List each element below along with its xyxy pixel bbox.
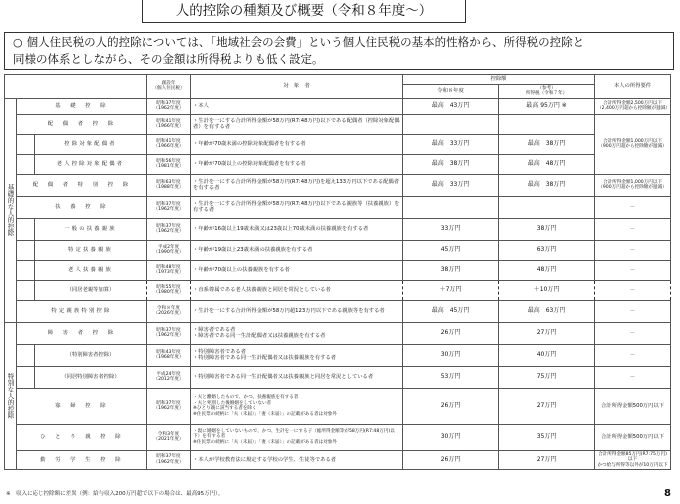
table-row: 勤 労 学 生 控 除 昭和37年度 （1962年度） ・本人が学校教育法に規定する学校の学生、生徒等である者 26万円 27万円 合計所得金額85万円(R7:75万円)以下 かつ給与所得等以外が10万円以下 [5, 450, 671, 470]
header-amount-r8: 令和８年度 [403, 84, 499, 98]
table-row: 扶 養 控 除 昭和37年度 （1962年度） ・生計を一にする合計所得金額が58万円(R7:48万円)以下である親族等（扶養親族）を有する者 － [5, 196, 671, 218]
deduction-table [4, 74, 671, 470]
table-row: 老人扶養親族 昭和48年度 （1973年度） ・年齢が70歳以上の扶養親族を有する者 38万円 48万円 － [5, 260, 671, 280]
table-row: 寡 婦 控 除 昭和37年度 （1962年度） ・夫と離婚したもので、かつ、扶養親族を有する者 ・夫と死別した後婚姻をしていない者 ※ひとり親に該当する者を除く ※住民票の続柄に「夫（未届）」「妻（未届）」の記載がある者は対象外 26万円 27万円 合計所得金額500万円以下 [5, 388, 671, 424]
table-row: 配 偶 者 特 別 控 除 昭和63年度 （1988年度） ・生計を一にする合計所得金額が58万円(R7:48万円)を超え133万円以下である配偶者を有する者 最高 33万円 最高 38万円 合計所得金額1,000万円以下 （900万円超から控除額が逓減） [5, 174, 671, 196]
table-row: 特定扶養親族 平成2年度 （1990年度） ・年齢が19歳以上23歳未満の扶養親族を有する者 45万円 63万円 － [5, 240, 671, 260]
header-amount-ref: （参考） 所得税（令和７年） [499, 84, 595, 98]
table-row: 特別な人的控除 障 害 者 控 除 昭和37年度 （1962年度） ・障害者である者 ・障害者である同一生計配偶者又は扶養親族を有する者 26万円 27万円 － [5, 322, 671, 344]
page-number: 8 [664, 488, 671, 499]
table-row: 基礎的な人的控除 基 礎 控 除 昭和37年度 （1962年度） ・本人 最高 43万円 最高 95万円 ※ 合計所得金額2,500万円以下 （2,400万円超から控除額が逓減） [5, 98, 671, 114]
category-special: 特別な人的控除 [5, 322, 17, 470]
summary-bullet: ○ [13, 36, 23, 49]
header-year: 創設年 （個人住民税） [147, 75, 191, 99]
page-title: 人的控除の種類及び概要（令和８年度～） [142, 0, 466, 23]
table-row: 控除対象配偶者 昭和41年度 （1966年度） ・年齢が70歳未満の控除対象配偶者を有する者 最高 33万円 最高 38万円 [5, 134, 671, 154]
header-target: 対 象 者 [191, 75, 403, 99]
summary-line-2: 同様の体系としながら、その金額は所得税よりも低く設定。 [13, 52, 324, 66]
footnote: ※ 収入に応じ控除額に差異（例：給与収入200万円超で以下の場合は、最高95万円）。 [6, 491, 224, 497]
header-income-req: 本人の所得要件 [595, 75, 671, 99]
table-row: ひ と り 親 控 除 令和3年度 （2021年度） ・現に婚姻をしていないもので、かつ、生計を一にする子（総所得金額等が58万円(R7:48万円)以下）を有する者 ※住民票の続柄に「夫（未届）」「妻（未届）」の記載がある者は対象外 30万円 35万円 合計所得金額500万円以下 [5, 424, 671, 450]
category-basic: 基礎的な人的控除 [5, 98, 17, 322]
summary-box [4, 32, 674, 70]
summary-line-1: ○ 個人住民税の人的控除については、「地域社会の会費」という個人住民税の基本的性格から、所得税の控除と [13, 35, 585, 49]
table-row: 特定親族特別控除 令和８年度 （2026年度） ・生計を一にする合計所得金額が58万円超123万円以下である親族等を有する者 最高 45万円 最高 63万円 － [5, 300, 671, 322]
header-amount: 控除額 [403, 75, 595, 85]
title-area [0, 0, 680, 24]
table-row: （同居老親等加算） 昭和55年度 （1980年度） ・直系尊属である老人扶養親族と同居を常況としている者 ＋7万円 ＋10万円 － [5, 280, 671, 300]
table-row: （同居特別障害者控除） 平成24年度 （2012年度） ・特別障害者である同一生計配偶者又は扶養親族と同居を常況としている者 53万円 75万円 － [5, 366, 671, 388]
table-row: 老人控除対象配偶者 昭和56年度 （1981年度） ・年齢が70歳以上の控除対象配偶者を有する者 最高 38万円 最高 48万円 [5, 154, 671, 174]
table-row: 配 偶 者 控 除 昭和41年度 （1966年度） ・生計を一にする合計所得金額が58万円(R7:48万円)以下である配偶者（控除対象配偶者）を有する者 合計所得金額1,000万円以下 （900万円超から控除額が逓減） [5, 114, 671, 134]
table-row: 一般の扶養親族 昭和37年度 （1962年度） ・年齢が16歳以上19歳未満又は23歳以上70歳未満の扶養親族を有する者 33万円 38万円 － [5, 218, 671, 240]
table-row: （特別障害者控除） 昭和43年度 （1968年度） ・特別障害者である者 ・特別障害者である同一生計配偶者又は扶養親族を有する者 30万円 40万円 － [5, 344, 671, 366]
header-row-1 [5, 75, 671, 85]
